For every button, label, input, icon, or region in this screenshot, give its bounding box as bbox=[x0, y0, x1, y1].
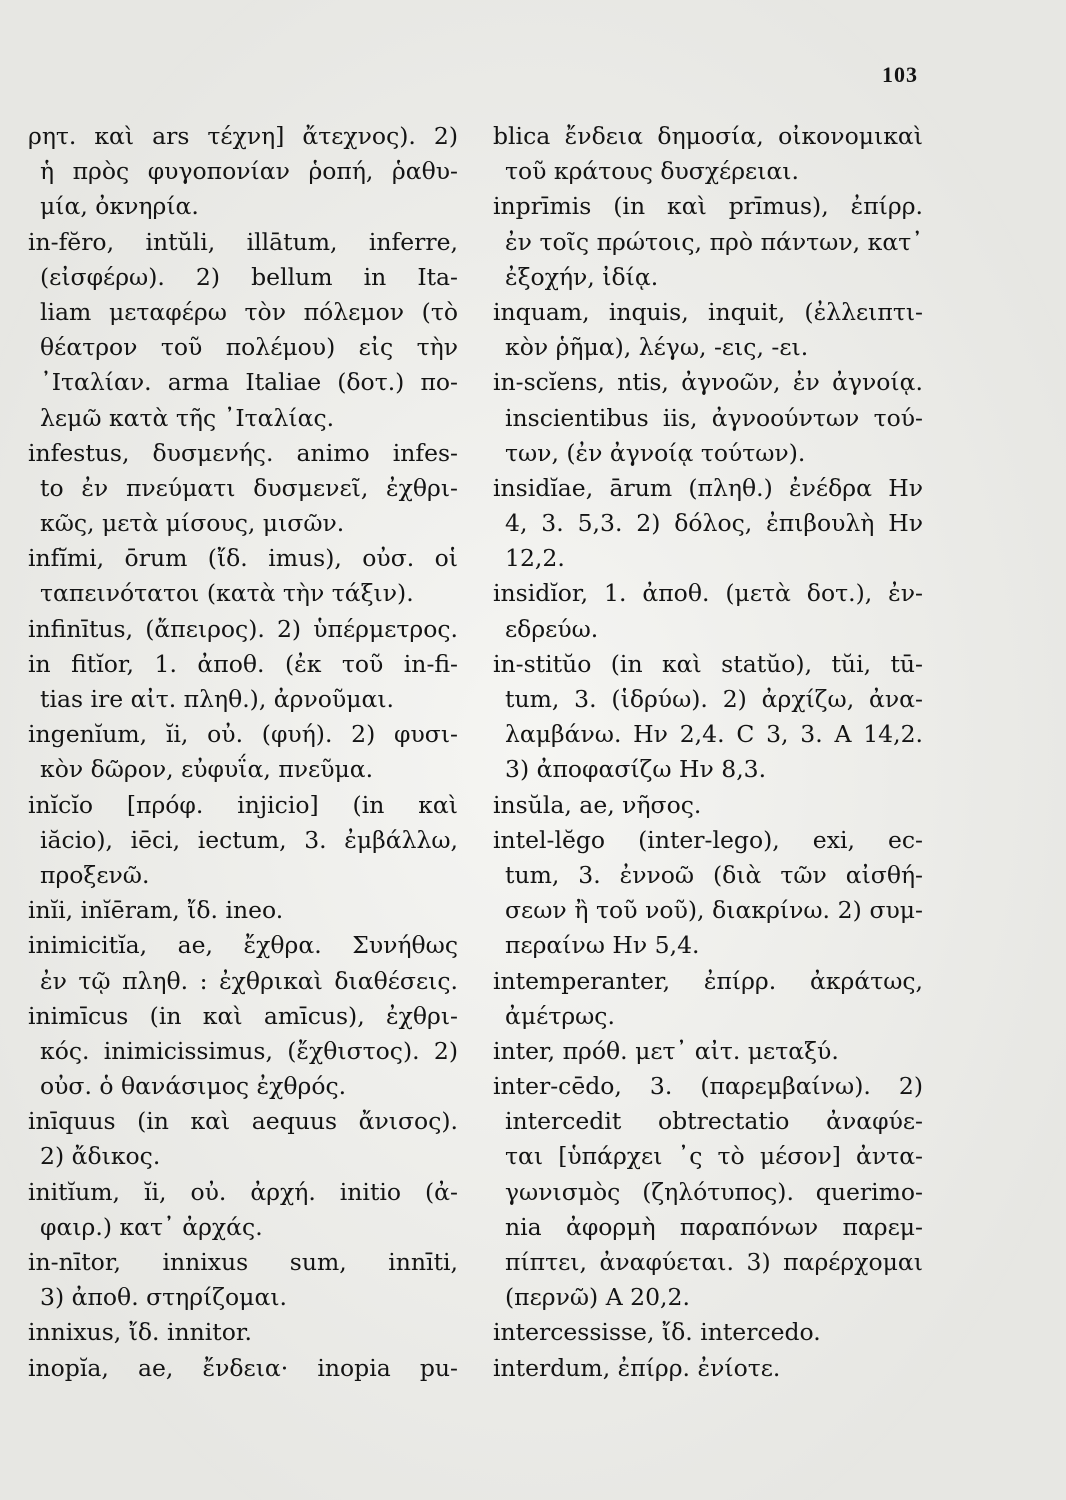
dictionary-line: ᾿Ιταλίαν. arma Italiae (δοτ.) πο- bbox=[40, 368, 458, 397]
dictionary-line: inĭi, inĭēram, ἴδ. ineo. bbox=[28, 896, 284, 925]
dictionary-line: κῶς, μετὰ μίσους, μισῶν. bbox=[40, 509, 345, 538]
dictionary-line: οὐσ. ὁ θανάσιμος ἐχθρός. bbox=[40, 1072, 347, 1101]
dictionary-line: iăcio), iēci, iectum, 3. ἐμβάλλω, bbox=[40, 825, 458, 854]
dictionary-line: to ἐν πνεύματι δυσμενεῖ, ἐχθρι- bbox=[40, 473, 458, 502]
dictionary-line: interdum, ἐπίρρ. ἐνίοτε. bbox=[493, 1353, 781, 1382]
dictionary-line: προξενῶ. bbox=[40, 860, 150, 889]
dictionary-line: in-nītor, innixus sum, innīti, bbox=[28, 1248, 458, 1276]
dictionary-line: φαιρ.) κατ᾿ ἀρχάς. bbox=[40, 1212, 263, 1241]
dictionary-line: (εἰσφέρω). 2) bellum in Ita- bbox=[40, 262, 458, 291]
dictionary-line: των, (ἐν ἀγνοίᾳ τούτων). bbox=[505, 438, 806, 467]
dictionary-line: inter-cēdo, 3. (παρεμβαίνω). 2) bbox=[493, 1072, 923, 1101]
dictionary-line: 3) ἀποθ. στηρίζομαι. bbox=[40, 1283, 288, 1312]
dictionary-line: inscientibus iis, ἀγνοούντων τού- bbox=[505, 403, 923, 432]
dictionary-line: inopĭa, ae, ἔνδεια· inopia pu- bbox=[28, 1353, 458, 1382]
right-column bbox=[493, 119, 923, 1386]
dictionary-line: ταπεινότατοι (κατὰ τὴν τάξιν). bbox=[40, 579, 414, 608]
dictionary-line: κὸν δῶρον, εὐφυΐα, πνεῦμα. bbox=[40, 755, 374, 784]
dictionary-line: θέατρον τοῦ πολέμου) εἰς τὴν bbox=[40, 333, 458, 362]
dictionary-line: ἡ πρὸς φυγοπονίαν ῥοπή, ῥαθυ- bbox=[40, 157, 458, 186]
dictionary-line: in-scĭens, ntis, ἀγνοῶν, ἐν ἀγνοίᾳ. bbox=[493, 368, 923, 397]
dictionary-line: κός. inimicissimus, (ἔχθιστος). 2) bbox=[40, 1036, 458, 1065]
dictionary-line: in-fĕro, intŭli, illātum, inferre, bbox=[28, 227, 458, 256]
dictionary-line: inprīmis (in καὶ prīmus), ἐπίρρ. bbox=[493, 192, 923, 221]
dictionary-line: ἐν τοῖς πρώτοις, πρὸ πάντων, κατ᾿ bbox=[505, 227, 923, 256]
dictionary-line: ρητ. καὶ ars τέχνη] ἄτεχνος). 2) bbox=[28, 122, 458, 150]
dictionary-line: ται [ὑπάρχει ᾿ς τὸ μέσον] ἀντα- bbox=[505, 1142, 923, 1171]
dictionary-line: ἐξοχήν, ἰδίᾳ. bbox=[505, 262, 659, 291]
dictionary-line: tias ire αἰτ. πληθ.), ἀρνοῦμαι. bbox=[40, 685, 395, 713]
dictionary-line: insidĭae, ārum (πληθ.) ἐνέδρα Ην bbox=[493, 473, 923, 502]
dictionary-line: inimīcus (in καὶ amīcus), ἐχθρι- bbox=[28, 1001, 458, 1030]
dictionary-line: initĭum, ĭi, οὐ. ἀρχή. initio (ἀ- bbox=[28, 1177, 458, 1206]
dictionary-line: λεμῶ κατὰ τῆς ᾿Ιταλίας. bbox=[40, 403, 335, 432]
left-column bbox=[28, 119, 458, 1386]
dictionary-line: blica ἔνδεια δημοσία, οἰκονομικαὶ bbox=[493, 122, 923, 150]
dictionary-line: εδρεύω. bbox=[505, 614, 599, 643]
dictionary-line: ingenĭum, ĭi, οὐ. (φυή). 2) φυσι- bbox=[28, 720, 458, 749]
dictionary-line: intercessisse, ἴδ. intercedo. bbox=[493, 1318, 821, 1347]
dictionary-line: (περνῶ) A 20,2. bbox=[505, 1283, 690, 1312]
dictionary-line: intel-lĕgo (inter-lego), exi, ec- bbox=[493, 825, 923, 854]
dictionary-line: insŭla, ae, νῆσος. bbox=[493, 790, 702, 819]
dictionary-line: ἀμέτρως. bbox=[505, 1001, 615, 1030]
dictionary-line: inter, πρόθ. μετ᾿ αἰτ. μεταξύ. bbox=[493, 1036, 839, 1065]
dictionary-line: τοῦ κράτους δυσχέρειαι. bbox=[505, 157, 799, 186]
dictionary-line: innixus, ἴδ. innitor. bbox=[28, 1318, 253, 1347]
dictionary-line: liam μεταφέρω τὸν πόλεμον (τὸ bbox=[40, 297, 458, 326]
dictionary-line: tum, 3. (ἱδρύω). 2) ἀρχίζω, ἀνα- bbox=[505, 685, 923, 713]
dictionary-line: 4, 3. 5,3. 2) δόλος, ἐπιβουλὴ Ην bbox=[505, 509, 923, 538]
dictionary-line: inimicitĭa, ae, ἔχθρα. Συνήθως bbox=[28, 931, 458, 960]
dictionary-line: περαίνω Ην 5,4. bbox=[505, 931, 700, 960]
dictionary-line: infinītus, (ἄπειρος). 2) ὑπέρμετρος. bbox=[28, 614, 458, 643]
dictionary-line: intercedit obtrectatio ἀναφύε- bbox=[505, 1107, 923, 1136]
dictionary-line: σεων ἢ τοῦ νοῦ), διακρίνω. 2) συμ- bbox=[505, 896, 923, 925]
dictionary-line: 2) ἄδικος. bbox=[40, 1142, 161, 1171]
dictionary-line: πίπτει, ἀναφύεται. 3) παρέρχομαι bbox=[505, 1248, 923, 1276]
dictionary-line: in-stitŭo (in καὶ statŭo), tŭi, tū- bbox=[493, 649, 923, 678]
dictionary-line: in fitĭor, 1. ἀποθ. (ἐκ τοῦ in-fi- bbox=[28, 649, 458, 678]
dictionary-line: ἐν τῷ πληθ. : ἐχθρικαὶ διαθέσεις. bbox=[40, 966, 458, 995]
dictionary-line: κὸν ῥῆμα), λέγω, -εις, -ει. bbox=[505, 333, 809, 362]
dictionary-line: 12,2. bbox=[505, 544, 565, 573]
dictionary-line: inīquus (in καὶ aequus ἄνισος). bbox=[28, 1107, 458, 1136]
page-number: 103 bbox=[882, 62, 918, 87]
dictionary-line: intemperanter, ἐπίρρ. ἀκράτως, bbox=[493, 966, 923, 995]
dictionary-line: nia ἀφορμὴ παραπόνων παρεμ- bbox=[505, 1212, 923, 1241]
dictionary-line: γωνισμὸς (ζηλότυπος). querimo- bbox=[505, 1177, 923, 1206]
dictionary-line: tum, 3. ἐννοῶ (διὰ τῶν αἰσθή- bbox=[505, 860, 923, 889]
dictionary-line: insidĭor, 1. ἀποθ. (μετὰ δοτ.), ἐν- bbox=[493, 579, 923, 608]
dictionary-line: infĭmi, ōrum (ἴδ. imus), οὐσ. οἱ bbox=[28, 544, 458, 573]
dictionary-line: inquam, inquis, inquit, (ἐλλειπτι- bbox=[493, 297, 923, 326]
dictionary-line: λαμβάνω. Ην 2,4. C 3, 3. A 14,2. bbox=[505, 720, 923, 749]
dictionary-line: infestus, δυσμενής. animo infes- bbox=[28, 438, 458, 467]
dictionary-line: 3) ἀποφασίζω Ην 8,3. bbox=[505, 755, 767, 784]
dictionary-line: inĭcĭo [πρόφ. injicio] (in καὶ bbox=[28, 790, 458, 819]
dictionary-line: μία, ὀκνηρία. bbox=[40, 192, 199, 221]
